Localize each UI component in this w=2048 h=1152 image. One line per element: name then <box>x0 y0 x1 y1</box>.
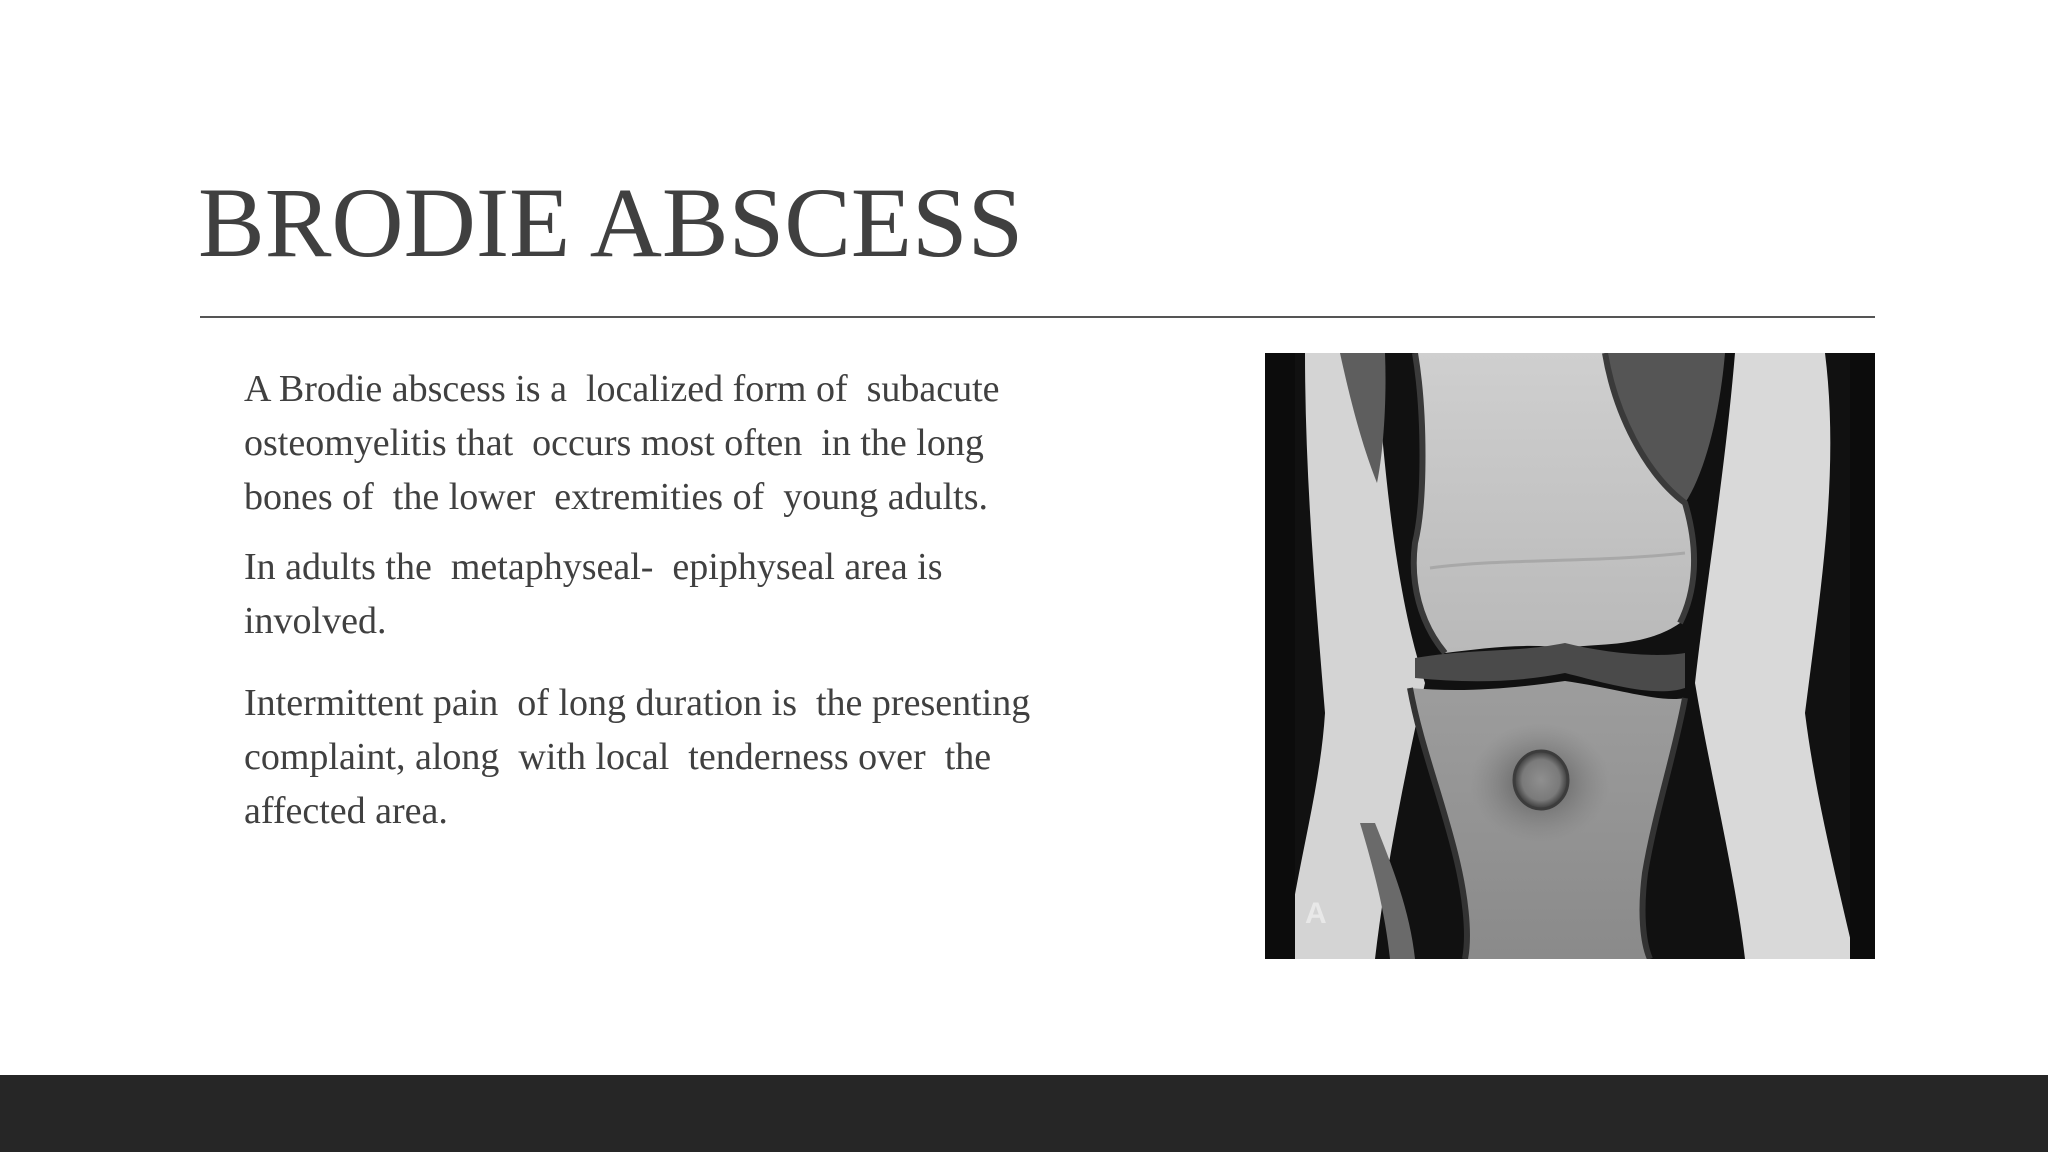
text-line: complaint, along with local tenderness over the <box>244 736 992 778</box>
slide-body <box>244 362 1124 838</box>
image-label: A <box>1305 897 1327 930</box>
text-line: osteomyelitis that occurs most often in the long <box>244 422 984 464</box>
slide-title: BRODIE ABSCESS <box>198 167 1024 278</box>
text-line: affected area. <box>244 790 448 832</box>
paragraph-symptoms <box>244 676 1124 838</box>
text-line: A Brodie abscess is a localized form of subacute <box>244 368 1000 410</box>
footer-bar <box>0 1075 2048 1152</box>
mri-knee-illustration <box>1265 353 1875 959</box>
text-line: bones of the lower extremities of young adults. <box>244 476 989 518</box>
title-divider <box>200 316 1875 318</box>
paragraph-adults <box>244 540 1124 648</box>
paragraph-definition <box>244 362 1124 524</box>
text-line: Intermittent pain of long duration is the presenting <box>244 682 1031 724</box>
text-line: involved. <box>244 600 387 642</box>
mri-knee-image <box>1265 353 1875 959</box>
text-line: In adults the metaphyseal- epiphyseal area is <box>244 546 943 588</box>
